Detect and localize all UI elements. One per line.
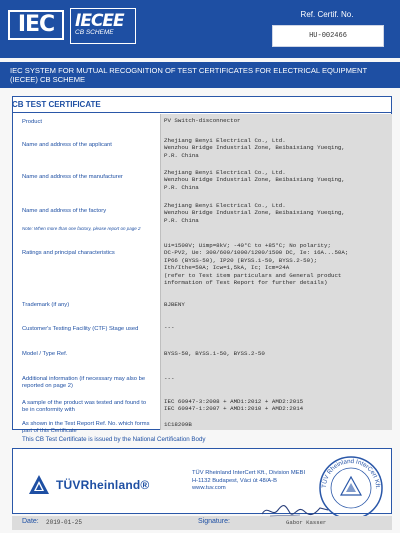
seal-text: TÜV Rheinland InterCert Kft. — [320, 457, 382, 490]
iecee-logo-sub: CB SCHEME — [75, 29, 114, 36]
tuv-brand-name: TÜVRheinland® — [56, 478, 150, 492]
issued-by-statement: This CB Test Certificate is issued by the National Certification Body — [22, 436, 206, 443]
value-model: BYSS-50, BYSS.1-50, BYSS.2-50 — [164, 350, 265, 357]
label-conformity: A sample of the product was tested and found to be in conformity with — [22, 400, 147, 413]
label-test-report: As shown in the Test Report Ref. No. which forms part of this Certificate — [22, 421, 150, 434]
label-model: Model / Type Ref. — [22, 351, 68, 357]
title-divider — [12, 112, 392, 113]
nb-address-line2: H-1132 Budapest, Váci út 48/A-B — [192, 477, 277, 484]
ref-certif-box — [262, 8, 392, 50]
iec-logo: IEC — [8, 10, 64, 40]
label-trademark: Trademark (if any) — [22, 302, 70, 308]
cb-certificate-title: CB TEST CERTIFICATE — [12, 100, 101, 109]
system-title-band — [0, 62, 400, 88]
ref-certif-value-box — [272, 25, 384, 47]
signatory-name: Gabor Kasser — [286, 519, 327, 526]
value-test-report: 1C18209B — [164, 421, 192, 428]
value-applicant: Zhejiang Benyi Electrical Co., Ltd. Wenzhou Bridge Industrial Zone, Beibaixiang Yueqing, P.R. China — [164, 137, 345, 159]
ref-certif-value: HU-002466 — [309, 32, 347, 40]
value-manufacturer: Zhejiang Benyi Electrical Co., Ltd. Wenzhou Bridge Industrial Zone, Beibaixiang Yueqing, P.R. China — [164, 169, 345, 191]
signature-label: Signature: — [198, 518, 230, 525]
system-title: IEC SYSTEM FOR MUTUAL RECOGNITION OF TEST CERTIFICATES FOR ELECTRICAL EQUIPMENT (IECEE) CB SCHEME — [10, 66, 367, 84]
label-product: Product — [22, 119, 42, 125]
value-conformity: IEC 60947-3:2008 + AMD1:2012 + AMD2:2015 IEC 60947-1:2007 + AMD1:2010 + AMD2:2014 — [164, 398, 304, 413]
tuv-triangle-icon — [28, 474, 50, 496]
label-manufacturer: Name and address of the manufacturer — [22, 174, 123, 180]
label-additional-info: Additional information (if necessary may also be reported on page 2) — [22, 376, 146, 389]
label-ratings: Ratings and principal characteristics — [22, 250, 115, 256]
label-ctf-stage: Customer's Testing Facility (CTF) Stage used — [22, 326, 139, 332]
handwritten-signature — [260, 500, 330, 520]
nb-address — [192, 470, 312, 493]
ref-certif-label: Ref. Certif. No. — [300, 10, 354, 19]
header-band — [0, 0, 400, 58]
iecee-logo-text: IECEE — [75, 11, 124, 31]
value-product: PV Switch-disconnector — [164, 117, 241, 124]
nb-address-line3: www.tuv.com — [192, 485, 226, 492]
value-additional-info: --- — [164, 375, 175, 382]
value-factory: Zhejiang Benyi Electrical Co., Ltd. Wenzhou Bridge Industrial Zone, Beibaixiang Yueqing, P.R. China — [164, 202, 345, 224]
date-label: Date: — [22, 518, 39, 525]
label-applicant: Name and address of the applicant — [22, 142, 112, 148]
date-value: 2019-01-25 — [46, 519, 83, 526]
value-trademark: BJBENY — [164, 301, 185, 308]
factory-note: Note: When more than one factory, please report on page 2 — [22, 226, 141, 231]
label-factory: Name and address of the factory — [22, 208, 107, 214]
value-ctf-stage: --- — [164, 324, 175, 331]
nb-address-line1: TÜV Rheinland InterCert Kft., Division MEBI — [192, 470, 306, 476]
value-ratings: Ui=1500V; Uimp=8kV; -40°C to +85°C; No polarity; DC-PV2, Ue: 300/600/1000/1200/1500 DC, Ie: 16A...50A; IP66 (BYSS-50), IP20 (BYSS.1-50, BYSS.2-50); Ith/Ithe=50A; Icw=1,5kA, Ic; Icm=24A (refer to Test item particulars and General product information of Test Report for further details) — [164, 242, 349, 287]
iecee-logo — [70, 8, 136, 44]
